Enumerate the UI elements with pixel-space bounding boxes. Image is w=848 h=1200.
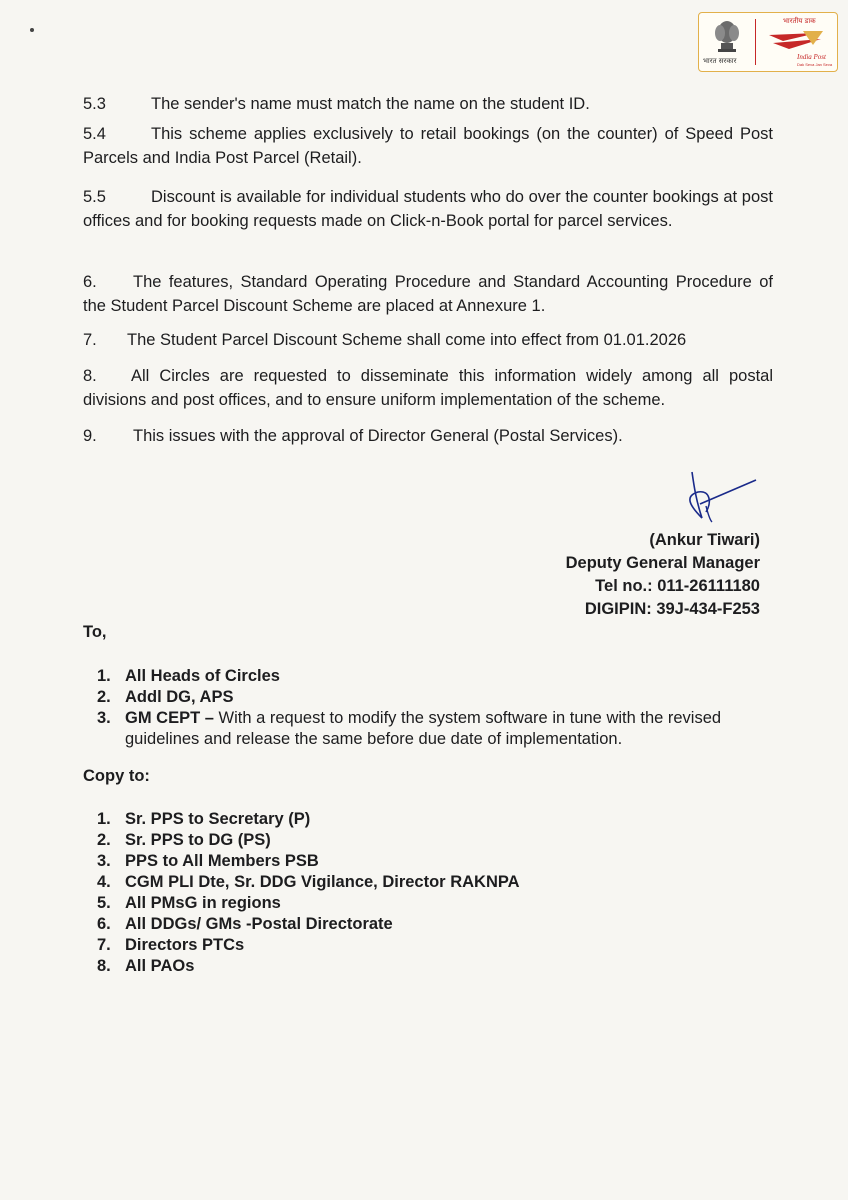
list-item bbox=[83, 830, 763, 851]
list-item-bold: All Heads of Circles bbox=[125, 667, 280, 685]
india-post-mark-icon bbox=[763, 19, 829, 53]
signatory-digipin: DIGIPIN: 39J-434-F253 bbox=[584, 600, 760, 618]
scan-speck bbox=[30, 28, 34, 32]
list-item-number: 1. bbox=[97, 810, 111, 828]
list-item-bold: Addl DG, APS bbox=[125, 688, 234, 706]
logo-name: India Post bbox=[797, 53, 826, 61]
list-item-number: 1. bbox=[97, 667, 111, 685]
logo-tagline: Dak Seva Jan Seva bbox=[797, 62, 833, 67]
signatory-designation: Deputy General Manager bbox=[565, 554, 760, 572]
list-item bbox=[83, 872, 763, 893]
list-item-number: 7. bbox=[97, 936, 111, 954]
paragraph-8 bbox=[83, 364, 773, 412]
list-item bbox=[83, 914, 763, 935]
paragraph-number: 9. bbox=[83, 427, 97, 445]
paragraph-5-4 bbox=[83, 122, 773, 170]
list-item bbox=[83, 956, 763, 977]
list-item-number: 5. bbox=[97, 894, 111, 912]
list-item-number: 2. bbox=[97, 831, 111, 849]
list-item-text: Sr. PPS to DG (PS) bbox=[125, 831, 271, 849]
paragraph-number: 7. bbox=[83, 331, 97, 349]
signatory-phone: Tel no.: 011-26111180 bbox=[595, 577, 760, 595]
paragraph-number: 5.4 bbox=[83, 125, 106, 143]
paragraph-7 bbox=[83, 328, 773, 352]
paragraph-number: 5.3 bbox=[83, 95, 106, 113]
list-item-number: 2. bbox=[97, 688, 111, 706]
india-post-logo bbox=[698, 12, 838, 72]
list-item bbox=[83, 851, 763, 872]
list-item-number: 3. bbox=[97, 852, 111, 870]
list-item bbox=[83, 708, 763, 750]
list-item-text: PPS to All Members PSB bbox=[125, 852, 319, 870]
copy-to-label: Copy to: bbox=[83, 767, 150, 785]
paragraph-text: The features, Standard Operating Procedure and Standard Accounting Procedure of the Student Parcel Discount Scheme are placed at Annexure 1. bbox=[83, 273, 773, 315]
paragraph-number: 6. bbox=[83, 273, 97, 291]
list-item-bold: GM CEPT – bbox=[125, 709, 214, 727]
paragraph-9 bbox=[83, 424, 773, 448]
paragraph-number: 5.5 bbox=[83, 188, 106, 206]
signatory-name: (Ankur Tiwari) bbox=[649, 531, 760, 549]
list-item bbox=[83, 666, 763, 687]
list-item-text: Sr. PPS to Secretary (P) bbox=[125, 810, 311, 828]
list-item-text: CGM PLI Dte, Sr. DDG Vigilance, Director RAKNPA bbox=[125, 873, 520, 891]
list-item-number: 3. bbox=[97, 709, 111, 727]
list-item-text: All PAOs bbox=[125, 957, 195, 975]
paragraph-number: 8. bbox=[83, 367, 97, 385]
paragraph-5-5 bbox=[83, 185, 773, 233]
paragraph-text: The Student Parcel Discount Scheme shall come into effect from 01.01.2026 bbox=[127, 331, 687, 349]
paragraph-text: All Circles are requested to disseminate this information widely among all postal divisions and post offices, and to ensure uniform implementation of the scheme. bbox=[83, 367, 773, 409]
national-emblem-icon bbox=[707, 17, 747, 55]
handwritten-signature bbox=[672, 466, 758, 526]
list-item-text: With a request to modify the system software in tune with the revised guidelines and release the same before due date of implementation. bbox=[125, 709, 722, 748]
paragraph-text: This scheme applies exclusively to retail bookings (on the counter) of Speed Post Parcels and India Post Parcel (Retail). bbox=[83, 125, 773, 167]
list-item-text: All DDGs/ GMs -Postal Directorate bbox=[125, 915, 393, 933]
logo-hindi-text: भारतीय डाक bbox=[783, 17, 816, 25]
emblem-caption: भारत सरकार bbox=[703, 57, 737, 65]
list-item-number: 4. bbox=[97, 873, 111, 891]
logo-divider bbox=[755, 19, 756, 65]
list-item bbox=[83, 687, 763, 708]
paragraph-5-3 bbox=[83, 92, 773, 116]
list-item bbox=[83, 893, 763, 914]
list-item-text: Directors PTCs bbox=[125, 936, 245, 954]
list-item bbox=[83, 809, 763, 830]
list-item-number: 6. bbox=[97, 915, 111, 933]
copy-to-list bbox=[83, 809, 763, 977]
to-label: To, bbox=[83, 623, 107, 641]
to-list bbox=[83, 666, 763, 750]
list-item-number: 8. bbox=[97, 957, 111, 975]
list-item-text: All PMsG in regions bbox=[125, 894, 281, 912]
paragraph-text: This issues with the approval of Director General (Postal Services). bbox=[133, 427, 623, 445]
paragraph-text: Discount is available for individual students who do over the counter bookings at post offices and for booking requests made on Click-n-Book portal for parcel services. bbox=[83, 188, 773, 230]
paragraph-text: The sender's name must match the name on the student ID. bbox=[151, 95, 590, 113]
paragraph-6 bbox=[83, 270, 773, 318]
signatory-block bbox=[566, 529, 760, 621]
list-item bbox=[83, 935, 763, 956]
